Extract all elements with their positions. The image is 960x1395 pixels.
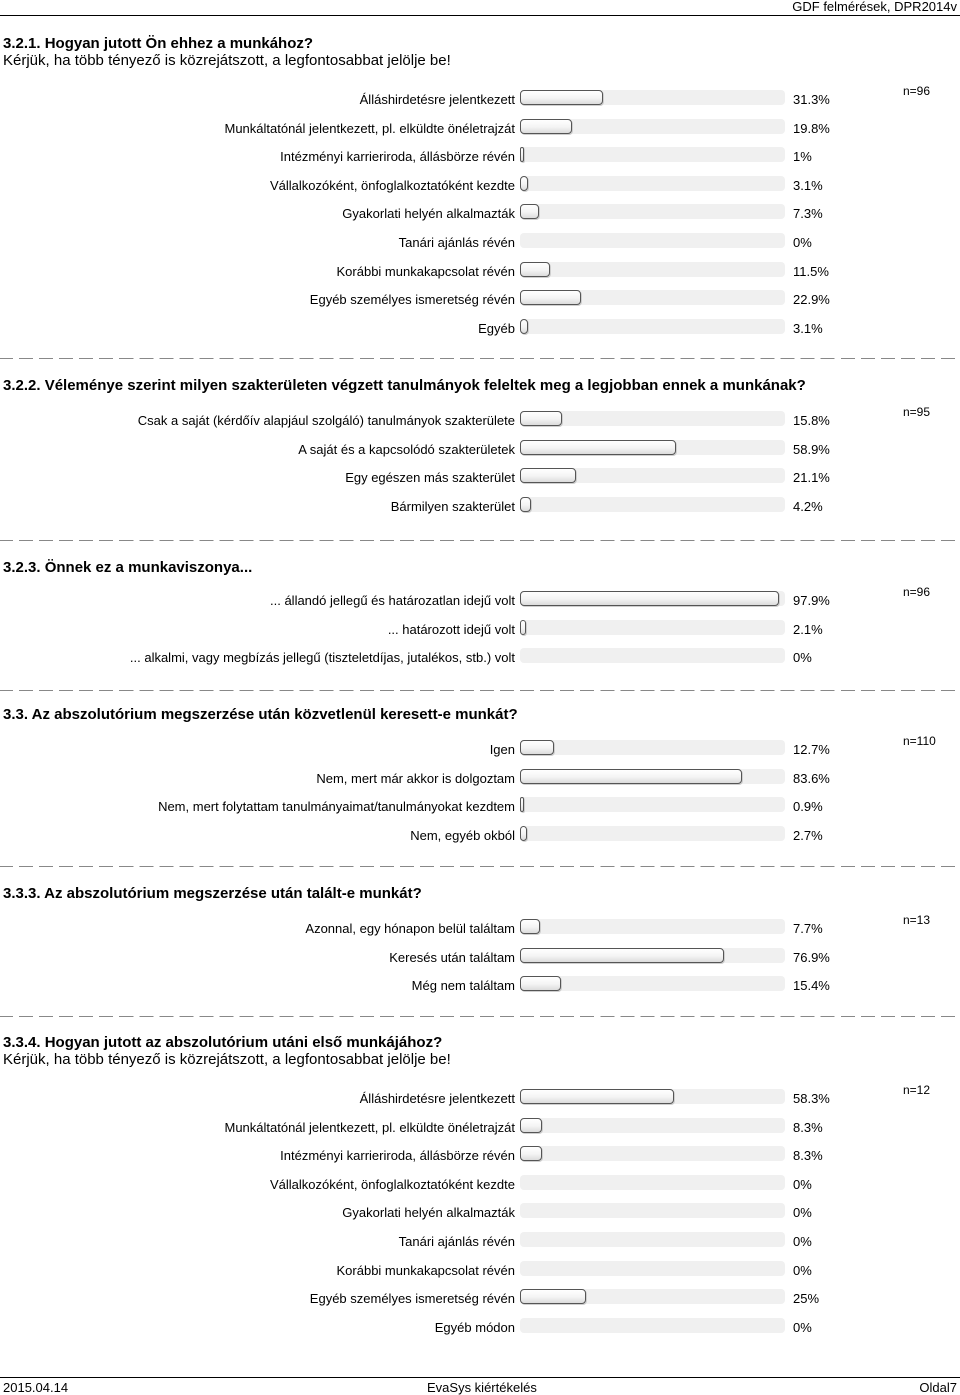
- answer-bar: [520, 262, 550, 277]
- answer-bar: [520, 176, 528, 191]
- section-divider: [0, 1016, 955, 1017]
- answer-percent: 0%: [793, 650, 812, 666]
- answer-label: Álláshirdetésre jelentkezett: [359, 92, 515, 107]
- answer-bar-track: [520, 1289, 785, 1304]
- answer-label: Vállalkozóként, önfoglalkoztatóként kezdte: [270, 177, 515, 193]
- answer-percent: 0%: [793, 235, 812, 250]
- section-divider: [0, 358, 955, 359]
- answer-row: [0, 496, 960, 518]
- answer-bar: [520, 468, 576, 483]
- answer-row: [0, 318, 960, 340]
- answer-row: [0, 647, 960, 669]
- answer-label: Gyakorlati helyén alkalmazták: [342, 1205, 515, 1221]
- section-instruction: Kérjük, ha több tényező is közrejátszott, a legfontosabbat jelölje be!: [3, 52, 451, 69]
- answer-percent: 0%: [793, 1234, 812, 1249]
- section-number: 3.2.2.: [3, 377, 41, 394]
- section-title: [3, 706, 518, 723]
- section-number: 3.3.3.: [3, 885, 41, 902]
- answer-bar: [520, 740, 554, 755]
- footer-date: 2015.04.14: [3, 1380, 69, 1395]
- answer-percent: 22.9%: [793, 292, 830, 308]
- answer-label: Nem, mert már akkor is dolgoztam: [316, 770, 515, 786]
- answer-label: ... határozott idejű volt: [387, 621, 515, 637]
- answer-bar-track: [520, 204, 785, 219]
- answer-bar-track: [520, 1089, 785, 1104]
- answer-bar-track: [520, 1175, 785, 1190]
- answer-label: Bármilyen szakterület: [390, 498, 515, 514]
- section-number: 3.3.4.: [3, 1034, 41, 1051]
- answer-label: Korábbi munkakapcsolat révén: [336, 263, 515, 279]
- answer-percent: 4.2%: [793, 498, 823, 514]
- sample-size: n=96: [903, 585, 931, 599]
- section-number: 3.3.: [3, 706, 29, 723]
- answer-label: Egy egészen más szakterület: [345, 470, 515, 486]
- answer-bar: [520, 1118, 542, 1133]
- answer-row: [0, 768, 960, 790]
- answer-bar: [520, 826, 527, 841]
- answer-label: Nem, mert folytattam tanulmányaimat/tanulmányokat kezdtem: [158, 799, 515, 815]
- answer-row: [0, 825, 960, 847]
- answer-percent: 3.1%: [793, 320, 823, 336]
- answer-percent: 21.1%: [793, 470, 830, 486]
- answer-bar-track: [520, 1232, 785, 1247]
- answer-row: [0, 439, 960, 461]
- section-question: Az abszolutórium megszerzése után közvetlenül keresett-e munkát?: [31, 706, 518, 723]
- sample-size: n=96: [903, 84, 931, 98]
- answer-row: [0, 232, 960, 254]
- answer-label: Vállalkozóként, önfoglalkoztatóként kezdte: [270, 1176, 515, 1192]
- answer-percent: 1%: [793, 149, 812, 165]
- page-header-title: GDF felmérések, DPR2014v: [792, 0, 957, 14]
- answer-percent: 58.3%: [793, 1091, 830, 1106]
- section-question: Az abszolutórium megszerzése után talált-e munkát?: [44, 885, 422, 902]
- answer-row: [0, 1117, 960, 1139]
- answer-label: Tanári ajánlás révén: [398, 1234, 515, 1249]
- answer-bar-track: [520, 497, 785, 512]
- answer-row: [0, 89, 960, 111]
- answer-label: Még nem találtam: [411, 978, 515, 994]
- section-title: [3, 559, 252, 576]
- answer-percent: 58.9%: [793, 441, 830, 457]
- answer-bar: [520, 919, 540, 934]
- answer-bar: [520, 119, 572, 134]
- section-number: 3.2.1.: [3, 35, 41, 52]
- sample-size: n=110: [903, 734, 936, 748]
- answer-row: [0, 289, 960, 311]
- answer-label: A saját és a kapcsolódó szakterületek: [298, 441, 515, 457]
- header-rule: [0, 15, 960, 16]
- answer-row: [0, 410, 960, 432]
- answer-row: [0, 261, 960, 283]
- answer-row: [0, 175, 960, 197]
- section-divider: [0, 690, 955, 691]
- answer-bar-track: [520, 319, 785, 334]
- answer-percent: 8.3%: [793, 1148, 823, 1164]
- answer-percent: 76.9%: [793, 949, 830, 965]
- answer-bar-track: [520, 90, 785, 105]
- section-number: 3.2.3.: [3, 559, 41, 576]
- answer-percent: 0%: [793, 1176, 812, 1192]
- section-title: [3, 35, 313, 52]
- answer-bar-track: [520, 1318, 785, 1333]
- answer-label: ... alkalmi, vagy megbízás jellegű (tiszteletdíjas, jutalékos, stb.) volt: [129, 650, 515, 666]
- answer-bar: [520, 976, 561, 991]
- answer-bar-track: [520, 262, 785, 277]
- answer-row: [0, 1231, 960, 1253]
- answer-percent: 15.4%: [793, 978, 830, 994]
- section-divider: [0, 540, 955, 541]
- answer-bar-track: [520, 591, 785, 606]
- answer-percent: 0%: [793, 1319, 812, 1335]
- answer-row: [0, 796, 960, 818]
- answer-bar: [520, 411, 562, 426]
- answer-row: [0, 467, 960, 489]
- answer-percent: 25%: [793, 1291, 820, 1307]
- answer-row: [0, 947, 960, 969]
- answer-bar-track: [520, 233, 785, 248]
- answer-row: [0, 1260, 960, 1282]
- answer-bar-track: [520, 740, 785, 755]
- answer-row: [0, 146, 960, 168]
- answer-row: [0, 1317, 960, 1339]
- answer-percent: 2.1%: [793, 621, 823, 637]
- section-divider: [0, 866, 955, 867]
- answer-percent: 7.7%: [793, 921, 823, 936]
- answer-bar: [520, 90, 603, 105]
- answer-bar: [520, 591, 779, 606]
- answer-bar: [520, 319, 528, 334]
- answer-bar: [520, 147, 524, 162]
- answer-bar-track: [520, 620, 785, 635]
- footer-page: Oldal7: [919, 1380, 957, 1395]
- section-question: Hogyan jutott Ön ehhez a munkához?: [44, 35, 314, 52]
- answer-row: [0, 118, 960, 140]
- sample-size: n=12: [903, 1083, 931, 1097]
- answer-bar: [520, 1089, 674, 1104]
- answer-percent: 15.8%: [793, 413, 830, 428]
- answer-label: Tanári ajánlás révén: [398, 235, 515, 250]
- answer-bar-track: [520, 948, 785, 963]
- answer-percent: 12.7%: [793, 742, 830, 757]
- answer-bar: [520, 620, 526, 635]
- answer-row: [0, 1202, 960, 1224]
- answer-bar: [520, 497, 531, 512]
- answer-row: [0, 739, 960, 761]
- answer-bar-track: [520, 147, 785, 162]
- answer-row: [0, 918, 960, 940]
- answer-label: Csak a saját (kérdőív alapjául szolgáló) tanulmányok szakterülete: [137, 413, 515, 428]
- answer-row: [0, 619, 960, 641]
- answer-label: Egyéb személyes ismeretség révén: [309, 1291, 515, 1307]
- answer-row: [0, 590, 960, 612]
- answer-bar: [520, 290, 581, 305]
- answer-bar-track: [520, 826, 785, 841]
- answer-bar-track: [520, 468, 785, 483]
- answer-row: [0, 1174, 960, 1196]
- answer-bar: [520, 204, 539, 219]
- answer-label: Igen: [489, 742, 515, 757]
- answer-label: Azonnal, egy hónapon belül találtam: [305, 921, 515, 936]
- answer-label: Egyéb módon: [434, 1319, 515, 1335]
- answer-bar-track: [520, 1118, 785, 1133]
- section-question: Hogyan jutott az abszolutórium utáni első munkájához?: [44, 1034, 443, 1051]
- answer-percent: 2.7%: [793, 827, 823, 843]
- answer-label: Álláshirdetésre jelentkezett: [359, 1091, 515, 1106]
- answer-label: Intézményi karrieriroda, állásbörze révén: [280, 149, 515, 165]
- section-question: Önnek ez a munkaviszonya...: [44, 559, 253, 576]
- answer-percent: 0%: [793, 1262, 812, 1278]
- answer-bar: [520, 769, 742, 784]
- answer-label: Korábbi munkakapcsolat révén: [336, 1262, 515, 1278]
- answer-bar: [520, 1289, 586, 1304]
- answer-bar-track: [520, 290, 785, 305]
- answer-label: Egyéb személyes ismeretség révén: [309, 292, 515, 308]
- section-title: [3, 377, 806, 394]
- answer-percent: 97.9%: [793, 593, 830, 608]
- answer-percent: 7.3%: [793, 206, 823, 222]
- answer-label: Intézményi karrieriroda, állásbörze révén: [280, 1148, 515, 1164]
- answer-label: Munkáltatónál jelentkezett, pl. elküldte önéletrajzát: [224, 120, 515, 136]
- answer-bar: [520, 948, 724, 963]
- answer-bar-track: [520, 648, 785, 663]
- answer-label: Egyéb: [478, 320, 515, 336]
- answer-row: [0, 975, 960, 997]
- answer-percent: 31.3%: [793, 92, 830, 107]
- section-instruction: Kérjük, ha több tényező is közrejátszott, a legfontosabbat jelölje be!: [3, 1051, 451, 1068]
- answer-bar-track: [520, 119, 785, 134]
- answer-percent: 8.3%: [793, 1119, 823, 1135]
- answer-label: Nem, egyéb okból: [410, 827, 515, 843]
- answer-row: [0, 1288, 960, 1310]
- footer-center: EvaSys kiértékelés: [427, 1380, 537, 1395]
- answer-bar-track: [520, 411, 785, 426]
- answer-bar-track: [520, 1203, 785, 1218]
- sample-size: n=13: [903, 913, 931, 927]
- answer-bar: [520, 797, 524, 812]
- answer-bar-track: [520, 919, 785, 934]
- answer-row: [0, 1088, 960, 1110]
- answer-bar-track: [520, 1146, 785, 1161]
- section-title: [3, 1034, 442, 1051]
- answer-bar: [520, 1146, 542, 1161]
- answer-row: [0, 1145, 960, 1167]
- answer-percent: 0%: [793, 1205, 812, 1221]
- answer-label: ... állandó jellegű és határozatlan idejű volt: [270, 593, 515, 608]
- sample-size: n=95: [903, 405, 931, 419]
- section-title: [3, 885, 422, 902]
- answer-label: Gyakorlati helyén alkalmazták: [342, 206, 515, 222]
- answer-bar-track: [520, 797, 785, 812]
- answer-bar-track: [520, 769, 785, 784]
- answer-percent: 83.6%: [793, 770, 830, 786]
- answer-label: Keresés után találtam: [389, 949, 515, 965]
- answer-percent: 3.1%: [793, 177, 823, 193]
- answer-row: [0, 203, 960, 225]
- answer-percent: 11.5%: [793, 263, 829, 279]
- answer-bar-track: [520, 440, 785, 455]
- section-question: Véleménye szerint milyen szakterületen végzett tanulmányok feleltek meg a legjobban ennek a munkának?: [44, 377, 806, 394]
- answer-bar-track: [520, 1261, 785, 1276]
- footer-rule: [0, 1377, 960, 1378]
- answer-label: Munkáltatónál jelentkezett, pl. elküldte önéletrajzát: [224, 1119, 515, 1135]
- answer-percent: 19.8%: [793, 120, 830, 136]
- answer-bar-track: [520, 176, 785, 191]
- answer-bar-track: [520, 976, 785, 991]
- answer-bar: [520, 440, 676, 455]
- answer-percent: 0.9%: [793, 799, 823, 815]
